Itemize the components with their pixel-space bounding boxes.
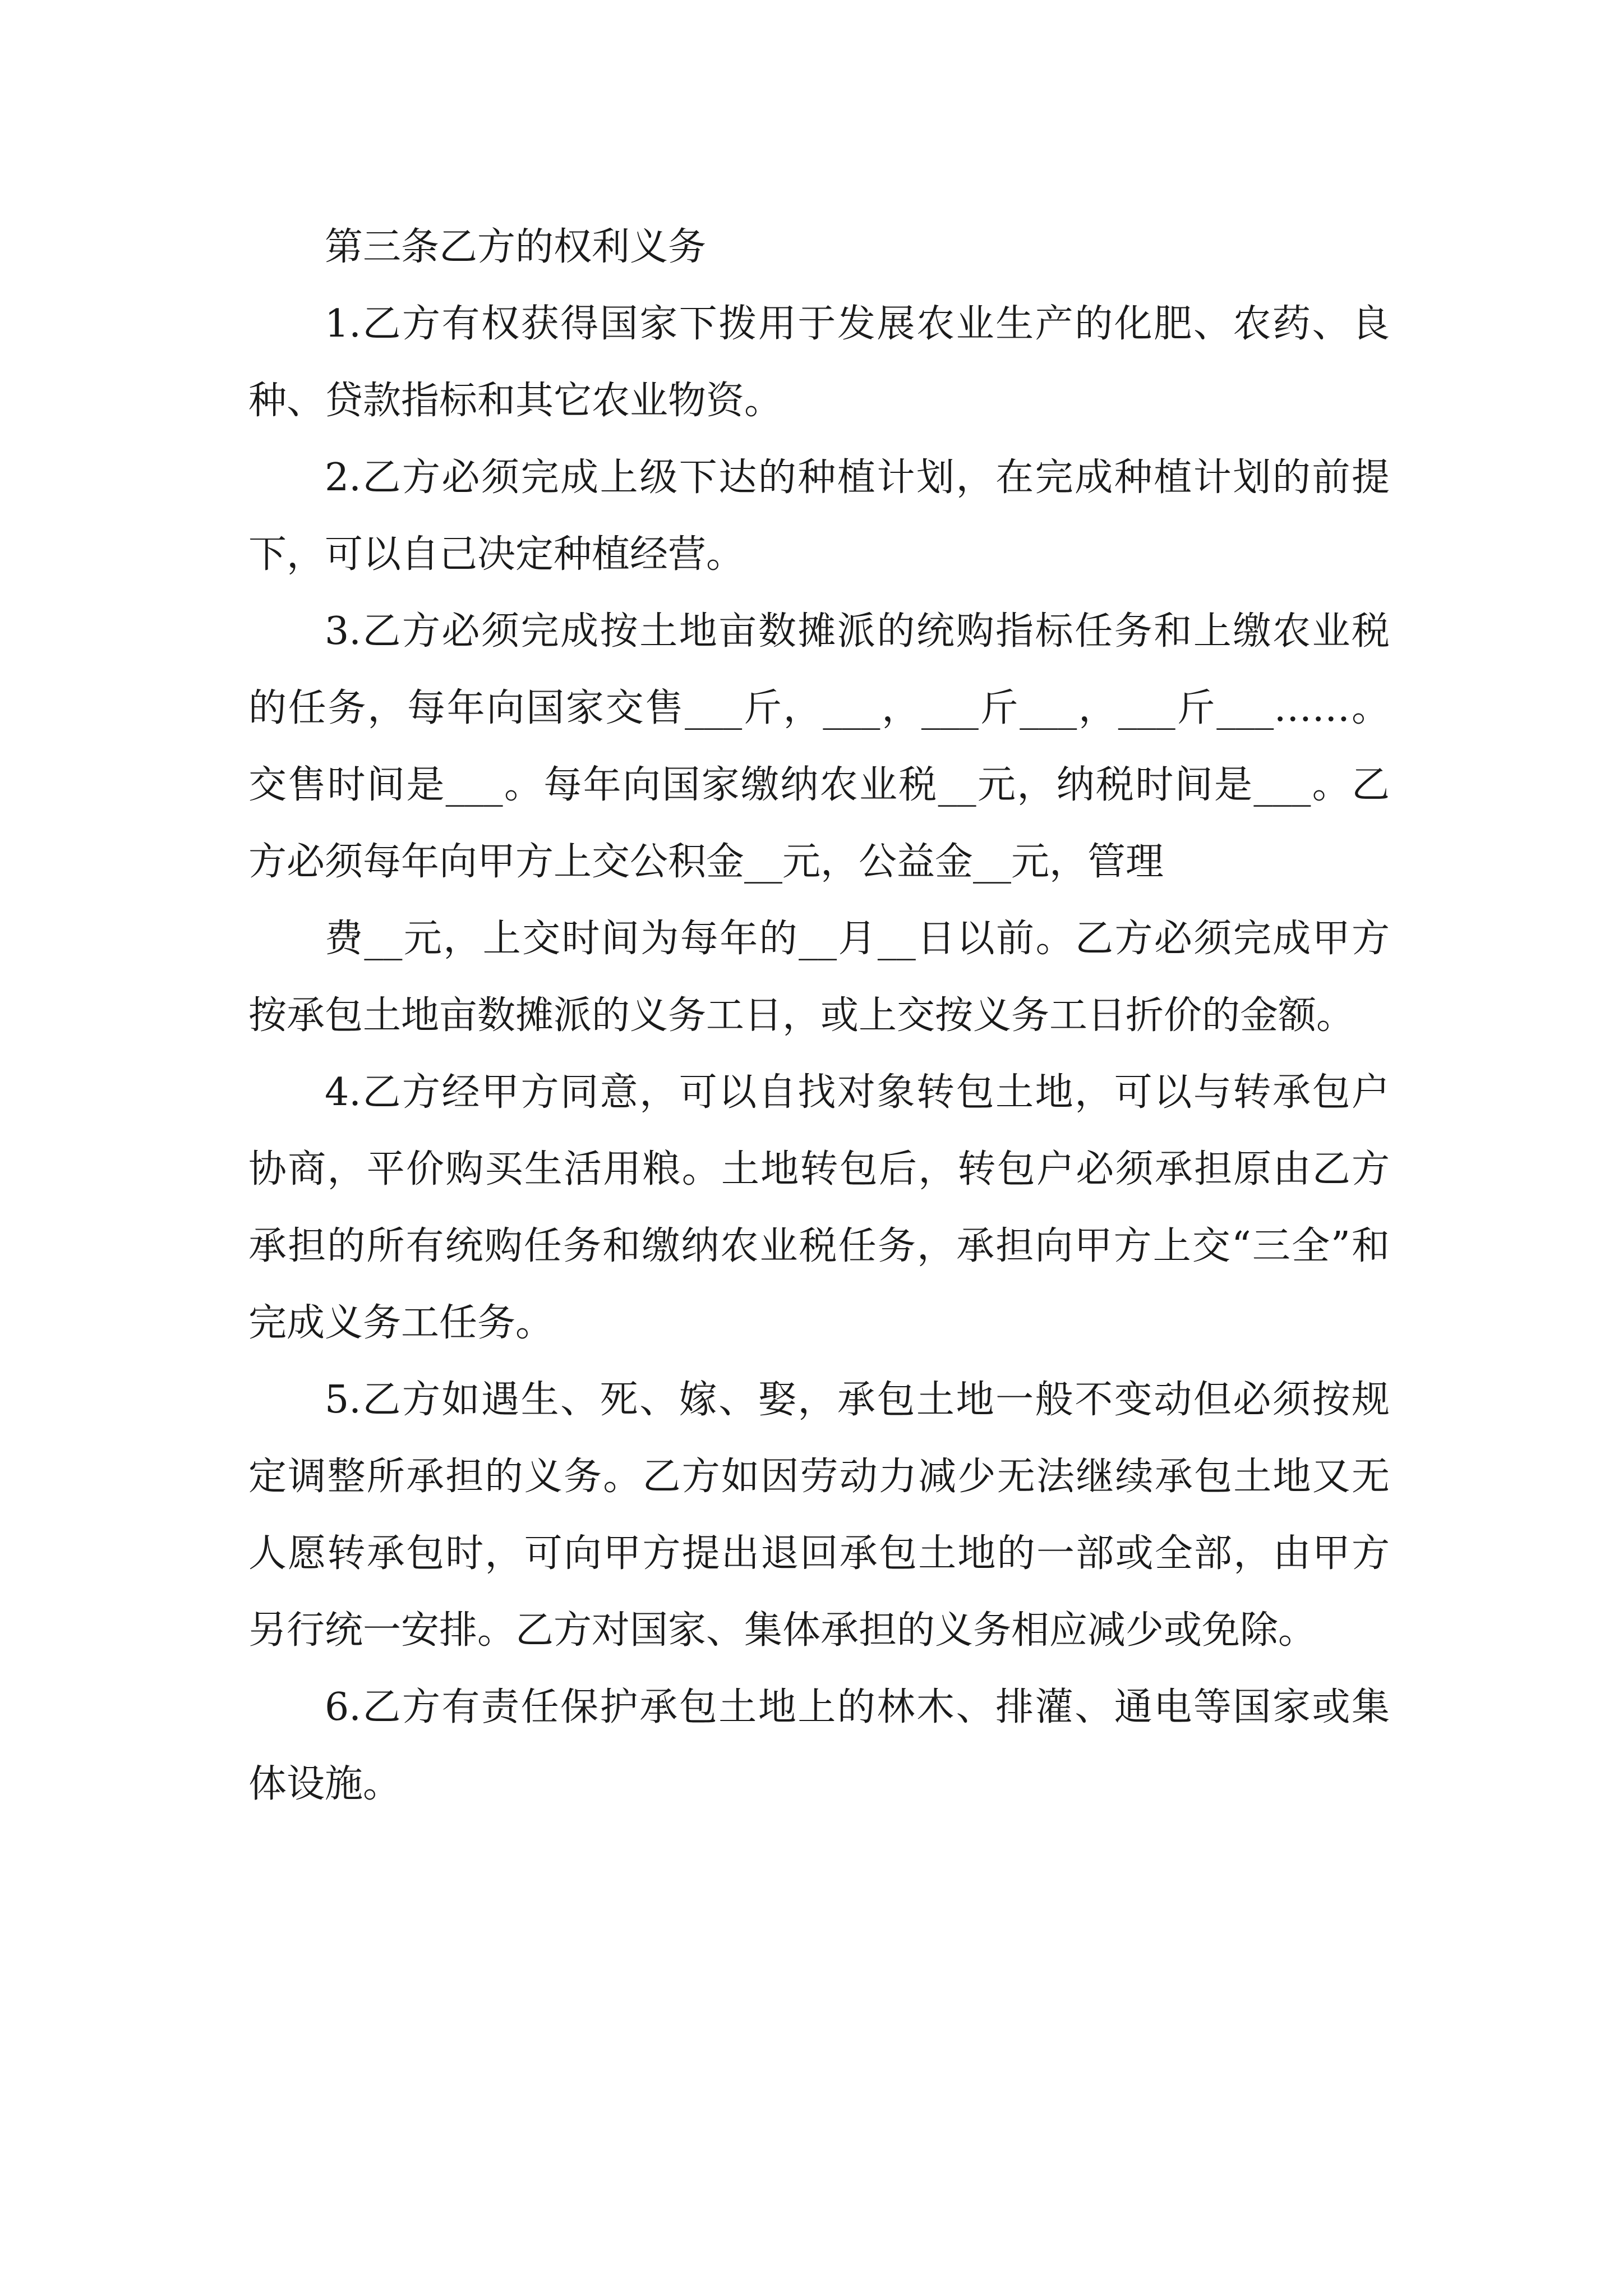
- paragraph-2: 2.乙方必须完成上级下达的种植计划，在完成种植计划的前提下，可以自己决定种植经营。: [248, 455, 1390, 577]
- paragraph-3: 3.乙方必须完成按土地亩数摊派的统购指标任务和上缴农业税的任务，每年向国家交售___斤，___，___斤___，___斤___……。交售时间是___。每年向国家缴纳农业税__元，纳税时间是___。乙方必须每年向甲方上交公积金__元，公益金__元，管理: [248, 609, 1390, 884]
- document-body: [248, 209, 1390, 1823]
- section-heading: 第三条乙方的权利义务: [325, 225, 707, 269]
- paragraph-5: 5.乙方如遇生、死、嫁、娶，承包土地一般不变动但必须按规定调整所承担的义务。乙方如因劳动力减少无法继续承包土地又无人愿转承包时，可向甲方提出退回承包土地的一部或全部，由甲方另行统一安排。乙方对国家、集体承担的义务相应减少或免除。: [248, 1378, 1390, 1653]
- paragraph-6: 6.乙方有责任保护承包土地上的林木、排灌、通电等国家或集体设施。: [248, 1685, 1390, 1806]
- paragraph-4: 4.乙方经甲方同意，可以自找对象转包土地，可以与转承包户协商，平价购买生活用粮。土地转包后，转包户必须承担原由乙方承担的所有统购任务和缴纳农业税任务，承担向甲方上交“三全”和完成义务工任务。: [248, 1070, 1390, 1345]
- paragraph-3-continued: 费__元，上交时间为每年的__月__日以前。乙方必须完成甲方按承包土地亩数摊派的义务工日，或上交按义务工日折价的金额。: [248, 917, 1390, 1038]
- paragraph-1: 1.乙方有权获得国家下拨用于发展农业生产的化肥、农药、良种、贷款指标和其它农业物资。: [248, 302, 1390, 423]
